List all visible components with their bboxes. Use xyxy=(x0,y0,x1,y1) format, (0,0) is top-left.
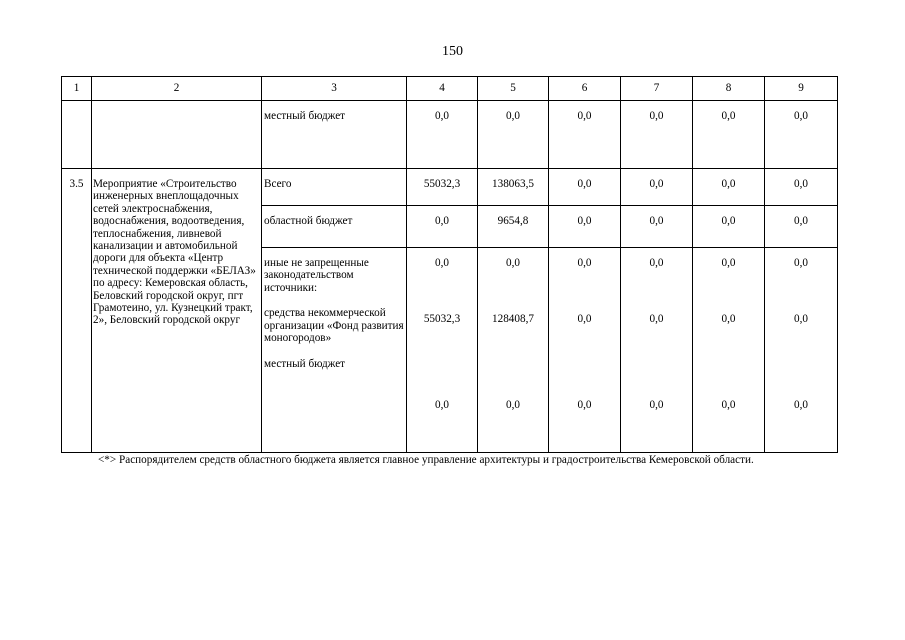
source-cell: местный бюджет xyxy=(262,101,407,169)
value: 0,0 xyxy=(794,399,808,411)
source-cell: областной бюджет xyxy=(262,206,407,248)
value: 0,0 xyxy=(721,399,736,411)
value: 0,0 xyxy=(577,399,592,411)
funding-table xyxy=(61,76,838,453)
value-stack-cell xyxy=(478,248,549,453)
value: 0,0 xyxy=(649,399,664,411)
value-cell: 9654,8 xyxy=(478,206,549,248)
value: 0,0 xyxy=(506,257,520,269)
value: 0,0 xyxy=(721,313,736,325)
value-cell: 0,0 xyxy=(549,206,621,248)
value-cell: 0,0 xyxy=(693,206,765,248)
value-cell: 0,0 xyxy=(478,101,549,169)
value-cell: 0,0 xyxy=(693,169,765,206)
measure-code-cell: 3.5 xyxy=(62,169,92,453)
header-cell: 2 xyxy=(92,77,262,101)
value-stack-cell xyxy=(693,248,765,453)
page-number: 150 xyxy=(442,44,463,59)
value-cell: 0,0 xyxy=(765,169,838,206)
header-cell: 3 xyxy=(262,77,407,101)
source-cell: Всего xyxy=(262,169,407,206)
source-stack-cell xyxy=(262,248,407,453)
value: 0,0 xyxy=(649,257,664,269)
value-cell: 0,0 xyxy=(407,101,478,169)
value-cell: 0,0 xyxy=(621,101,693,169)
header-cell: 9 xyxy=(765,77,838,101)
value-cell: 0,0 xyxy=(549,169,621,206)
value: 0,0 xyxy=(577,257,592,269)
value-cell: 0,0 xyxy=(693,101,765,169)
value-cell: 0,0 xyxy=(407,206,478,248)
header-cell: 8 xyxy=(693,77,765,101)
value-cell: 0,0 xyxy=(765,101,838,169)
table-row xyxy=(62,101,838,169)
footnote: <*> Распорядителем средств областного бюджета является главное управление архитектуры и градостроительства Кемеровской области. xyxy=(98,454,754,466)
value-stack-cell xyxy=(621,248,693,453)
value: 0,0 xyxy=(721,257,736,269)
measure-description-cell: Мероприятие «Строительство инженерных внеплощадочных сетей электроснабжения, водоснабжения, водоотведения, теплоснабжения, ливневой канализации и автомобильной дороги для объекта «Центр технической поддержки «БЕЛАЗ» по адресу: Кемеровская область, Беловский городской округ, пгт Грамотеино, ул. Кузнецкий тракт, 2», Беловский городской округ xyxy=(92,169,262,453)
value: 0,0 xyxy=(506,399,520,411)
empty-cell xyxy=(92,101,262,169)
other-sources-label: иные не запрещенные законодательством источники: xyxy=(264,257,369,294)
value: 55032,3 xyxy=(423,313,461,325)
value: 0,0 xyxy=(794,313,808,325)
value: 0,0 xyxy=(435,399,449,411)
value-stack-cell xyxy=(407,248,478,453)
header-cell: 6 xyxy=(549,77,621,101)
empty-cell xyxy=(62,101,92,169)
header-cell: 1 xyxy=(62,77,92,101)
value-cell: 0,0 xyxy=(765,206,838,248)
table-header-row xyxy=(62,77,838,101)
value-cell: 55032,3 xyxy=(407,169,478,206)
value-cell: 0,0 xyxy=(549,101,621,169)
value-stack-cell xyxy=(765,248,838,453)
table-row xyxy=(62,169,838,206)
value: 0,0 xyxy=(435,257,449,269)
value: 0,0 xyxy=(649,313,664,325)
value-cell: 0,0 xyxy=(621,206,693,248)
header-cell: 4 xyxy=(407,77,478,101)
value-stack-cell xyxy=(549,248,621,453)
value: 0,0 xyxy=(577,313,592,325)
value: 128408,7 xyxy=(492,313,534,325)
value: 0,0 xyxy=(794,257,808,269)
header-cell: 5 xyxy=(478,77,549,101)
value-cell: 138063,5 xyxy=(478,169,549,206)
header-cell: 7 xyxy=(621,77,693,101)
nonprofit-label: средства некоммерческой организации «Фонд развития моногородов» xyxy=(264,307,404,345)
local-budget-label: местный бюджет xyxy=(264,358,346,371)
value-cell: 0,0 xyxy=(621,169,693,206)
